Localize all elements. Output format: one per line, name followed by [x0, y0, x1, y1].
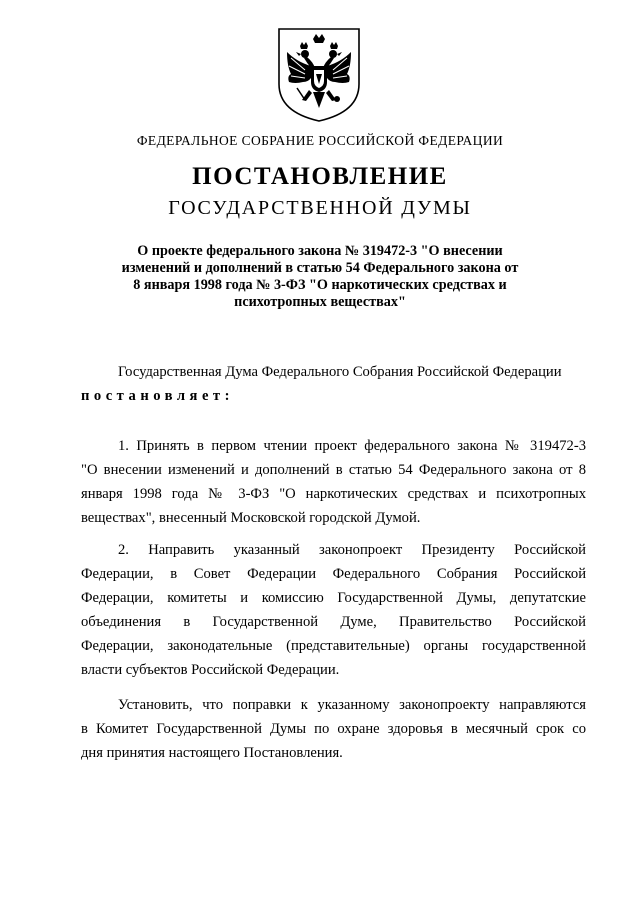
organization-heading: ФЕДЕРАЛЬНОЕ СОБРАНИЕ РОССИЙСКОЙ ФЕДЕРАЦИИ	[136, 133, 504, 148]
preamble-line: Государственная Дума Федерального Собрания Российской Федерации	[118, 364, 562, 380]
paragraph-3	[81, 693, 586, 765]
paragraph-2	[81, 538, 586, 682]
paragraph-line: в Комитет Государственной Думы по охране здоровья в месячный срок со	[81, 721, 586, 737]
paragraph-line: власти субъектов Российской Федерации.	[81, 662, 340, 678]
document-issuer-title: ГОСУДАРСТВЕННОЙ ДУМЫ	[168, 197, 472, 219]
paragraph-line: Федерации, в Совет Федерации Федерального Собрания Российской	[81, 566, 586, 582]
paragraph-line: Федерации, комитеты и комиссию Государственной Думы, депутатские	[81, 590, 586, 606]
resolves-word: постановляет:	[81, 388, 234, 404]
paragraph-line: "О внесении изменений и дополнений в статью 54 Федерального закона от 8	[81, 462, 586, 478]
paragraph-line: объединения в Государственной Думе, Правительство Российской	[81, 614, 586, 630]
paragraph-line: 1. Принять в первом чтении проект федерального закона № 319472-3	[118, 438, 586, 454]
subject-line: О проекте федерального закона № 319472-3 "О внесении	[137, 243, 503, 259]
paragraph-1	[81, 434, 586, 530]
paragraph-line: 2. Направить указанный законопроект Президенту Российской	[118, 542, 586, 558]
paragraph-line: Установить, что поправки к указанному законопроекту направляются	[118, 697, 586, 713]
paragraph-line: января 1998 года № 3-ФЗ "О наркотических средствах и психотропных	[81, 486, 586, 502]
paragraph-line: дня принятия настоящего Постановления.	[81, 745, 343, 761]
paragraph-line: веществах", внесенный Московской городской Думой.	[81, 510, 421, 526]
subject-line: 8 января 1998 года № 3-ФЗ "О наркотических средствах и	[133, 277, 507, 293]
document-type-title: ПОСТАНОВЛЕНИЕ	[192, 163, 448, 190]
document-subject	[110, 243, 530, 311]
subject-line: психотропных веществах"	[234, 294, 406, 310]
subject-line: изменений и дополнений в статью 54 Федерального закона от	[121, 260, 519, 276]
double-headed-eagle-emblem-icon	[275, 26, 363, 124]
paragraph-line: Федерации, законодательные (представительные) органы государственной	[81, 638, 586, 654]
preamble	[81, 360, 586, 408]
